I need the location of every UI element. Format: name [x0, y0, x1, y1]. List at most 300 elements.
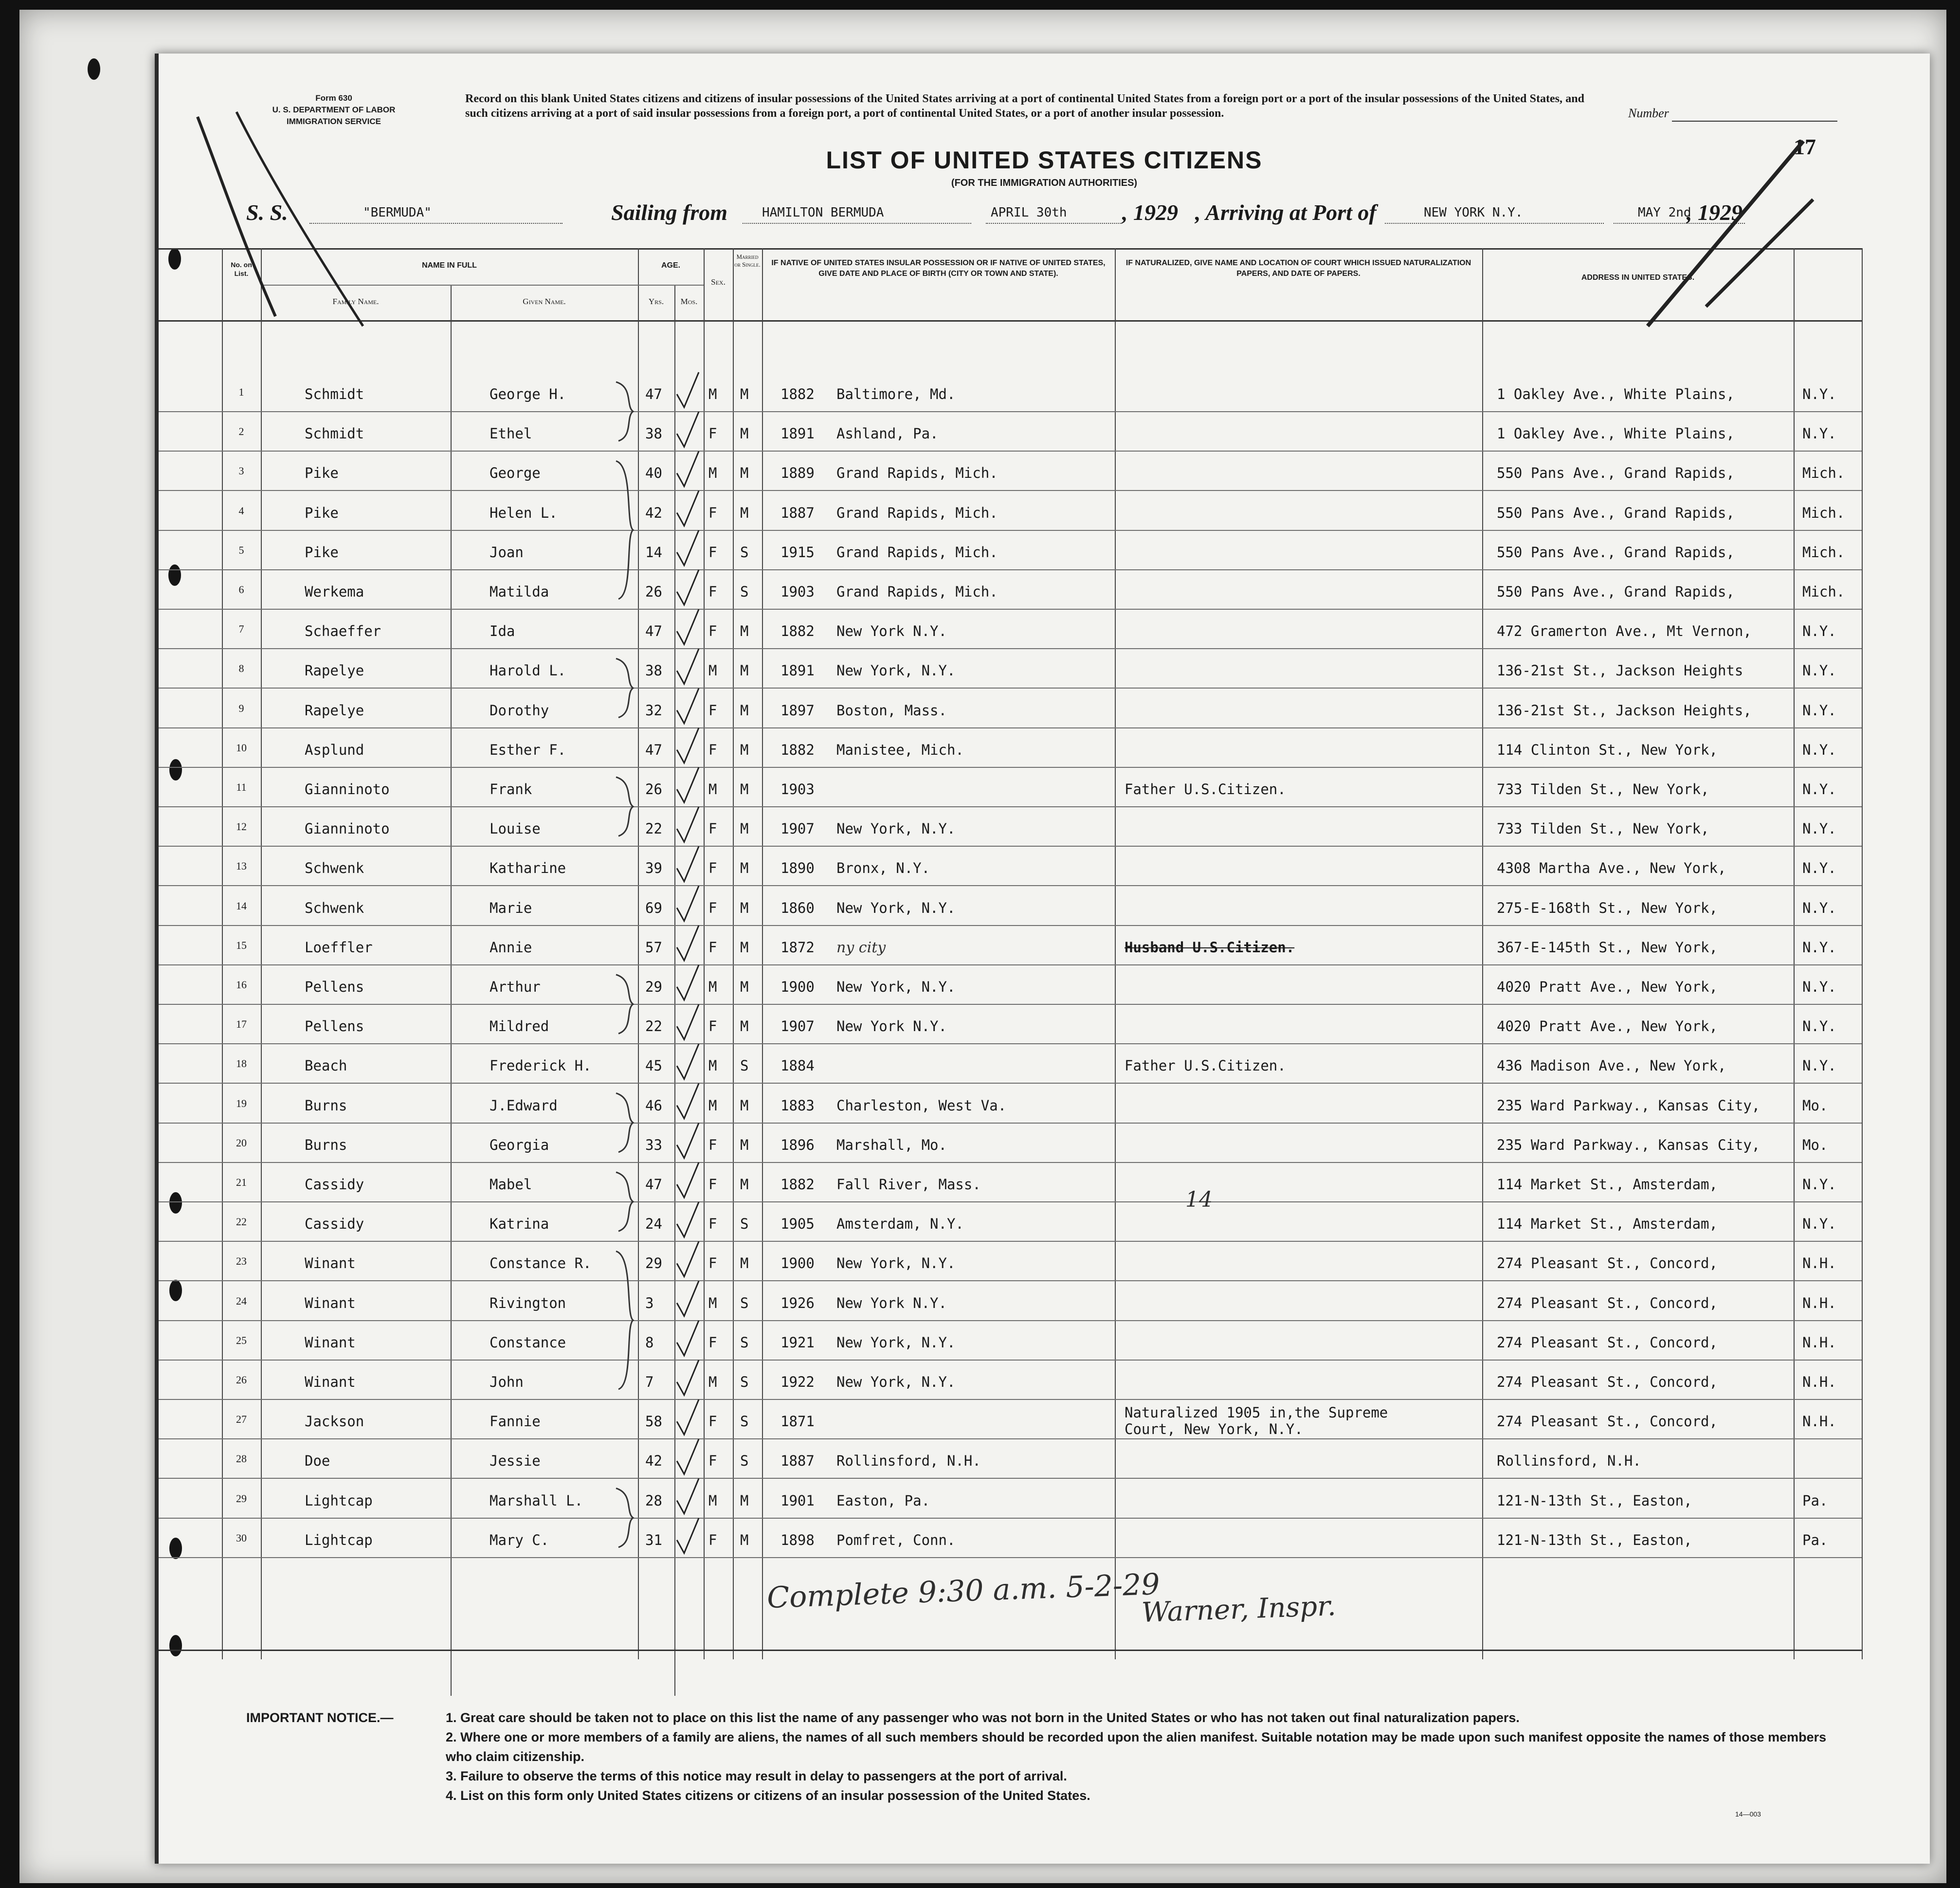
cell-no: 27 [236, 1413, 247, 1426]
cell-place: Baltimore, Md. [836, 386, 956, 402]
cell-given: Ethel [490, 425, 532, 442]
arrive-date: MAY 2nd [1638, 205, 1691, 220]
cell-age: 47 [645, 386, 662, 402]
cell-no: 8 [238, 662, 244, 675]
cell-given: Marie [490, 899, 532, 916]
cell-age: 32 [645, 702, 662, 719]
cell-family: Gianninoto [305, 781, 390, 798]
cell-ms: M [740, 1531, 749, 1548]
ss-label: S. S. [246, 200, 288, 225]
cell-nat: Naturalized 1905 in,the Supreme Court, New York, N.Y. [1125, 1404, 1388, 1438]
cell-address: 4308 Martha Ave., New York, [1497, 860, 1726, 877]
cell-state: N.H. [1802, 1374, 1836, 1390]
cell-place: Pomfret, Conn. [836, 1531, 956, 1548]
cell-given: Mabel [490, 1176, 532, 1193]
cell-year: 1896 [780, 1136, 815, 1153]
cell-address: 274 Pleasant St., Concord, [1497, 1255, 1718, 1272]
cell-given: Marshall L. [490, 1492, 583, 1509]
cell-year: 1907 [780, 820, 815, 837]
cell-ms: M [740, 1018, 749, 1035]
cell-age: 22 [645, 1018, 662, 1035]
check-mark [677, 926, 699, 961]
cell-state: N.Y. [1802, 1176, 1836, 1193]
cell-family: Beach [305, 1057, 347, 1074]
cell-address: 472 Gramerton Ave., Mt Vernon, [1497, 623, 1752, 640]
cell-state: N.H. [1802, 1294, 1836, 1311]
depart-year: , 1929 [1122, 200, 1178, 225]
cell-address: 550 Pans Ave., Grand Rapids, [1497, 583, 1735, 600]
cell-place: New York, N.Y. [836, 1334, 956, 1351]
cell-address: 274 Pleasant St., Concord, [1497, 1334, 1718, 1351]
cell-ms: S [740, 1374, 749, 1390]
family-bracket [616, 658, 633, 717]
cell-sex: F [708, 860, 717, 877]
cell-place: New York, N.Y. [836, 820, 956, 837]
cell-age: 42 [645, 504, 662, 521]
cell-year: 1907 [780, 1018, 815, 1035]
cell-sex: F [708, 544, 717, 561]
cell-sex: F [708, 820, 717, 837]
cell-no: 4 [238, 504, 244, 517]
port-from: HAMILTON BERMUDA [762, 205, 884, 220]
cell-given: Georgia [490, 1136, 549, 1153]
cell-state: N.Y. [1802, 425, 1836, 442]
cell-state: N.H. [1802, 1413, 1836, 1430]
cell-sex: F [708, 1176, 717, 1193]
check-mark [677, 1004, 699, 1039]
cell-no: 24 [236, 1294, 247, 1307]
cell-given: Louise [490, 820, 541, 837]
cell-no: 23 [236, 1255, 247, 1268]
check-mark [677, 1439, 699, 1474]
cell-address: 114 Clinton St., New York, [1497, 741, 1718, 758]
cell-ms: M [740, 465, 749, 482]
cell-year: 1922 [780, 1374, 815, 1390]
cell-no: 2 [238, 425, 244, 438]
cell-place: New York N.Y. [836, 1018, 947, 1035]
check-marks [159, 54, 1930, 1659]
check-mark [677, 649, 699, 684]
cell-ms: S [740, 1216, 749, 1233]
cell-no: 13 [236, 860, 247, 872]
cell-place: Marshall, Mo. [836, 1136, 947, 1153]
cell-place: New York, N.Y. [836, 1374, 956, 1390]
cell-year: 1889 [780, 465, 815, 482]
cell-ms: M [740, 860, 749, 877]
department-name: U. S. DEPARTMENT OF LABOR [272, 105, 396, 114]
col-header-family: Family Name. [332, 297, 379, 306]
cell-family: Schmidt [305, 386, 364, 402]
cell-age: 47 [645, 1176, 662, 1193]
cell-ms: M [740, 623, 749, 640]
check-mark [677, 807, 699, 842]
cell-given: Fannie [490, 1413, 541, 1430]
cell-given: Harold L. [490, 662, 566, 679]
check-mark [677, 1399, 699, 1434]
cell-family: Gianninoto [305, 820, 390, 837]
cell-given: Constance R. [490, 1255, 592, 1272]
cell-ms: S [740, 1057, 749, 1074]
cell-address: 436 Madison Ave., New York, [1497, 1057, 1726, 1074]
cell-year: 1901 [780, 1492, 815, 1509]
cell-family: Pellens [305, 1018, 364, 1035]
cell-ms: M [740, 702, 749, 719]
cell-place: Grand Rapids, Mich. [836, 583, 998, 600]
cell-family: Schwenk [305, 899, 364, 916]
cell-age: 58 [645, 1413, 662, 1430]
cell-state: N.H. [1802, 1255, 1836, 1272]
cell-state: N.Y. [1802, 1018, 1836, 1035]
cell-family: Werkema [305, 583, 364, 600]
cell-ms: S [740, 544, 749, 561]
service-name: IMMIGRATION SERVICE [287, 117, 381, 126]
notice-item: 3. Failure to observe the terms of this notice may result in delay to passengers at the port of arrival. [446, 1769, 1067, 1783]
cell-ms: S [740, 1413, 749, 1430]
cell-state: Mich. [1802, 504, 1845, 521]
check-mark [677, 767, 699, 802]
cell-no: 28 [236, 1452, 247, 1465]
cell-address: 367-E-145th St., New York, [1497, 939, 1718, 956]
cell-place: New York, N.Y. [836, 899, 956, 916]
cell-no: 7 [238, 623, 244, 635]
cell-sex: F [708, 1018, 717, 1035]
check-mark [677, 1241, 699, 1276]
cell-no: 19 [236, 1097, 247, 1109]
cell-sex: M [708, 979, 717, 995]
cell-year: 1882 [780, 386, 815, 402]
cell-family: Pike [305, 465, 339, 482]
check-mark [677, 1123, 699, 1158]
cell-sex: F [708, 1255, 717, 1272]
cell-given: J.Edward [490, 1097, 558, 1114]
cell-no: 1 [238, 386, 244, 398]
cell-state: N.Y. [1802, 781, 1836, 798]
form-code: 14—003 [1735, 1810, 1761, 1818]
check-mark [677, 1202, 699, 1237]
cell-state: Pa. [1802, 1531, 1828, 1548]
check-mark [677, 886, 699, 921]
cell-age: 57 [645, 939, 662, 956]
cell-ms: M [740, 425, 749, 442]
cell-sex: M [708, 1057, 717, 1074]
page-subtitle: (FOR THE IMMIGRATION AUTHORITIES) [951, 178, 1138, 188]
number-label: Number [1628, 106, 1669, 120]
cell-place: Manistee, Mich. [836, 741, 964, 758]
cell-state: N.Y. [1802, 899, 1836, 916]
cell-age: 26 [645, 781, 662, 798]
cell-family: Schmidt [305, 425, 364, 442]
cell-family: Winant [305, 1374, 356, 1390]
col-header-married: Married or Single. [734, 253, 761, 268]
cell-sex: F [708, 1413, 717, 1430]
cell-no: 17 [236, 1018, 247, 1031]
cell-ms: S [740, 1334, 749, 1351]
cell-sex: F [708, 939, 717, 956]
cell-year: 1905 [780, 1216, 815, 1233]
cell-age: 3 [645, 1294, 654, 1311]
cell-no: 20 [236, 1136, 247, 1149]
check-mark [677, 1360, 699, 1395]
cell-sex: F [708, 1531, 717, 1548]
cell-place: Bronx, N.Y. [836, 860, 930, 877]
cell-given: Frederick H. [490, 1057, 592, 1074]
cell-year: 1903 [780, 781, 815, 798]
cell-given: George [490, 465, 541, 482]
cell-family: Schaeffer [305, 623, 381, 640]
check-mark [677, 846, 699, 881]
cell-address: 121-N-13th St., Easton, [1497, 1492, 1692, 1509]
cell-place: ny city [836, 939, 886, 956]
cell-state: N.Y. [1802, 386, 1836, 402]
cell-state: N.Y. [1802, 939, 1836, 956]
cell-year: 1882 [780, 623, 815, 640]
notice-item: 4. List on this form only United States citizens or citizens of an insular possession of the United States. [446, 1788, 1090, 1803]
cell-ms: M [740, 979, 749, 995]
cell-state: N.Y. [1802, 702, 1836, 719]
cell-state: N.H. [1802, 1334, 1836, 1351]
cell-year: 1921 [780, 1334, 815, 1351]
cell-age: 40 [645, 465, 662, 482]
cell-year: 1891 [780, 662, 815, 679]
cell-year: 1926 [780, 1294, 815, 1311]
cell-family: Jackson [305, 1413, 364, 1430]
cell-state: N.Y. [1802, 860, 1836, 877]
cell-year: 1900 [780, 979, 815, 995]
cell-year: 1915 [780, 544, 815, 561]
cell-no: 3 [238, 465, 244, 477]
notice-item: 2. Where one or more members of a family are aliens, the names of all such members should be recorded upon the alien manifest. Suitable notation may be made upon such manifest opposite the names of those members who claim citizenship. [446, 1730, 1827, 1764]
cell-state: Mo. [1802, 1097, 1828, 1114]
check-mark [677, 609, 699, 644]
col-header-mos: Mos. [680, 297, 698, 306]
cell-no: 16 [236, 979, 247, 991]
cell-given: Frank [490, 781, 532, 798]
check-mark [677, 412, 699, 447]
inspector-signature: Warner, Inspr. [1141, 1590, 1337, 1629]
cell-state: Mich. [1802, 583, 1845, 600]
cell-address: 4020 Pratt Ave., New York, [1497, 1018, 1718, 1035]
cell-family: Cassidy [305, 1216, 364, 1233]
cell-nat: Father U.S.Citizen. [1125, 781, 1286, 798]
cell-ms: M [740, 1136, 749, 1153]
cell-family: Winant [305, 1294, 356, 1311]
cell-sex: M [708, 1097, 717, 1114]
cell-place: New York N.Y. [836, 1294, 947, 1311]
col-header-no: No. on List. [231, 261, 252, 277]
cell-age: 39 [645, 860, 662, 877]
cell-state: N.Y. [1802, 979, 1836, 995]
cell-family: Doe [305, 1452, 330, 1470]
cell-sex: F [708, 504, 717, 521]
cell-age: 7 [645, 1374, 654, 1390]
cell-family: Lightcap [305, 1531, 373, 1548]
cell-age: 29 [645, 1255, 662, 1272]
col-header-naturalized: IF NATURALIZED, GIVE NAME AND LOCATION OF COURT WHICH ISSUED NATURALIZATION PAPERS, AND DATE OF PAPERS. [1125, 259, 1471, 278]
cell-given: Joan [490, 544, 524, 561]
cell-sex: F [708, 702, 717, 719]
cell-state: Mich. [1802, 465, 1845, 482]
notice-label: IMPORTANT NOTICE.— [246, 1710, 394, 1725]
cell-family: Rapelye [305, 702, 364, 719]
cell-no: 29 [236, 1492, 247, 1505]
cell-age: 42 [645, 1452, 662, 1470]
col-header-yrs: Yrs. [648, 297, 664, 306]
cell-given: Mildred [490, 1018, 549, 1035]
cell-state: Pa. [1802, 1492, 1828, 1509]
cell-ms: M [740, 504, 749, 521]
cell-family: Asplund [305, 741, 364, 758]
cell-year: 1891 [780, 425, 815, 442]
cell-state: N.Y. [1802, 623, 1836, 640]
cell-sex: M [708, 662, 717, 679]
cell-no: 22 [236, 1216, 247, 1228]
cell-ms: M [740, 781, 749, 798]
cell-place: New York, N.Y. [836, 1255, 956, 1272]
cell-state: N.Y. [1802, 1057, 1836, 1074]
cell-no: 6 [238, 583, 244, 596]
cell-ms: M [740, 1492, 749, 1509]
arrive-year: , 1929 [1687, 200, 1742, 225]
cell-ms: M [740, 662, 749, 679]
cell-state: N.Y. [1802, 820, 1836, 837]
cell-address: 136-21st St., Jackson Heights [1497, 662, 1743, 679]
cell-place: Amsterdam, N.Y. [836, 1216, 964, 1233]
cell-ms: S [740, 1452, 749, 1470]
family-bracket [616, 777, 633, 836]
notice-item: 1. Great care should be taken not to place on this list the name of any passenger who was not born in the United States or who has not taken out final naturalization papers. [446, 1710, 1520, 1725]
cell-year: 1872 [780, 939, 815, 956]
cell-address: 275-E-168th St., New York, [1497, 899, 1718, 916]
cell-age: 24 [645, 1216, 662, 1233]
cell-given: Dorothy [490, 702, 549, 719]
check-mark [677, 530, 699, 565]
cell-given: Helen L. [490, 504, 558, 521]
check-mark [677, 1084, 699, 1119]
cell-state: Mich. [1802, 544, 1845, 561]
check-mark [677, 1321, 699, 1356]
cell-no: 10 [236, 741, 247, 754]
cell-given: Rivington [490, 1294, 566, 1311]
complete-note: Complete 9:30 a.m. 5-2-29 [766, 1567, 1161, 1616]
cell-sex: F [708, 1136, 717, 1153]
cell-ms: M [740, 899, 749, 916]
check-mark [677, 451, 699, 486]
cell-family: Winant [305, 1255, 356, 1272]
cell-address: 235 Ward Parkway., Kansas City, [1497, 1136, 1760, 1153]
cell-address: 121-N-13th St., Easton, [1497, 1531, 1692, 1548]
check-mark [677, 689, 699, 724]
depart-date: APRIL 30th [991, 205, 1067, 220]
cell-address: 550 Pans Ave., Grand Rapids, [1497, 544, 1735, 561]
cell-age: 47 [645, 741, 662, 758]
cell-given: Katrina [490, 1216, 549, 1233]
cell-year: 1883 [780, 1097, 815, 1114]
cell-given: Mary C. [490, 1531, 549, 1548]
cell-age: 31 [645, 1531, 662, 1548]
cell-ms: M [740, 386, 749, 402]
check-mark [677, 491, 699, 526]
cell-no: 9 [238, 702, 244, 714]
cell-family: Pellens [305, 979, 364, 995]
check-mark [677, 1479, 699, 1514]
cell-place: Grand Rapids, Mich. [836, 465, 998, 482]
cell-no: 25 [236, 1334, 247, 1346]
cell-address: 733 Tilden St., New York, [1497, 781, 1709, 798]
cell-family: Pike [305, 504, 339, 521]
check-mark [677, 1281, 699, 1316]
cell-year: 1890 [780, 860, 815, 877]
cell-age: 8 [645, 1334, 654, 1351]
arriving-label: , Arriving at Port of [1195, 200, 1377, 225]
cell-sex: M [708, 1492, 717, 1509]
cell-given: Esther F. [490, 741, 566, 758]
family-bracket [616, 461, 633, 599]
cell-age: 38 [645, 425, 662, 442]
cell-age: 29 [645, 979, 662, 995]
cell-place: New York, N.Y. [836, 979, 956, 995]
cell-address: 550 Pans Ave., Grand Rapids, [1497, 504, 1735, 521]
cell-no: 11 [236, 781, 247, 793]
cell-place: Rollinsford, N.H. [836, 1452, 981, 1470]
cell-year: 1882 [780, 741, 815, 758]
cell-address: 114 Market St., Amsterdam, [1497, 1176, 1718, 1193]
family-bracket [616, 1251, 633, 1389]
cell-ms: S [740, 583, 749, 600]
cell-no: 18 [236, 1057, 247, 1070]
cell-address: 1 Oakley Ave., White Plains, [1497, 386, 1735, 402]
cell-place: Easton, Pa. [836, 1492, 930, 1509]
cell-ms: M [740, 939, 749, 956]
cell-family: Loeffler [305, 939, 373, 956]
cell-no: 14 [236, 899, 247, 912]
cell-year: 1871 [780, 1413, 815, 1430]
cell-state: N.Y. [1802, 741, 1836, 758]
col-header-given: Given Name. [523, 297, 566, 306]
cell-family: Burns [305, 1136, 347, 1153]
cell-family: Schwenk [305, 860, 364, 877]
cell-given: Annie [490, 939, 532, 956]
sailing-label: Sailing from [611, 200, 728, 225]
cell-sex: M [708, 465, 717, 482]
cell-address: 4020 Pratt Ave., New York, [1497, 979, 1718, 995]
cell-address: 733 Tilden St., New York, [1497, 820, 1709, 837]
cell-year: 1884 [780, 1057, 815, 1074]
cell-family: Rapelye [305, 662, 364, 679]
cell-year: 1900 [780, 1255, 815, 1272]
cell-year: 1887 [780, 504, 815, 521]
cell-given: John [490, 1374, 524, 1390]
cell-sex: F [708, 425, 717, 442]
punch-hole [88, 58, 100, 80]
col-header-sex: Sex. [711, 277, 726, 287]
cell-no: 12 [236, 820, 247, 833]
cell-given: Constance [490, 1334, 566, 1351]
cell-address: 274 Pleasant St., Concord, [1497, 1294, 1718, 1311]
cell-nat: Father U.S.Citizen. [1125, 1057, 1286, 1074]
cell-sex: M [708, 386, 717, 402]
cell-state: N.Y. [1802, 662, 1836, 679]
check-mark [677, 372, 699, 407]
check-mark [677, 1518, 699, 1553]
cell-age: 69 [645, 899, 662, 916]
notice-items [446, 1708, 1842, 1805]
cell-sex: F [708, 623, 717, 640]
cell-ms: M [740, 820, 749, 837]
cell-given: Katharine [490, 860, 566, 877]
family-bracket [616, 382, 633, 441]
instruction-text: Record on this blank United States citizens and citizens of insular possessions of the United States arriving at a port of continental United States from a foreign port or a port of the insular possessions of the United States, and such citizens arriving at a port of said insular possessions from a foreign port, a port of continental United States, or a port of another insular possession. [465, 92, 1584, 120]
port-to: NEW YORK N.Y. [1424, 205, 1523, 220]
